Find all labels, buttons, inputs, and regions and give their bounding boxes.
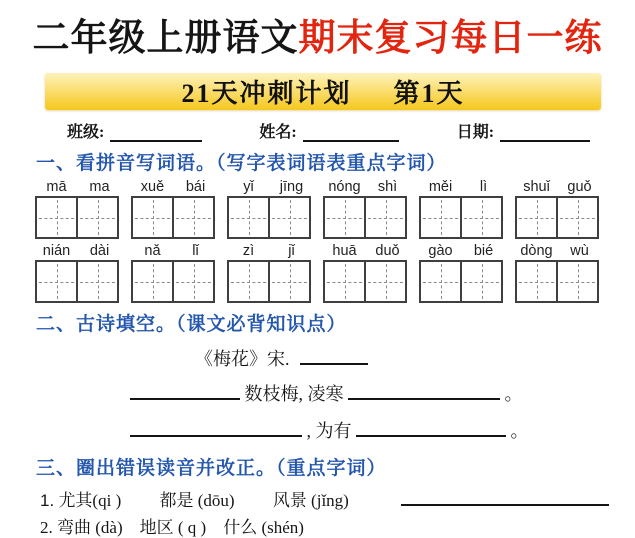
tianzige-cell (515, 260, 558, 303)
writing-grid (515, 196, 601, 239)
pinyin-syllable: zì (242, 243, 255, 260)
pinyin-syllable: měi (428, 179, 453, 196)
writing-grid (515, 260, 601, 303)
pinyin-syllable: nián (42, 243, 71, 260)
word-block (227, 239, 313, 303)
correction-item-1 (40, 486, 635, 511)
poem-title-line (195, 345, 635, 371)
tianzige-cell (462, 196, 503, 239)
pinyin-syllable: bái (185, 179, 206, 196)
tianzige-cell (78, 260, 119, 303)
section3-heading: 三、圈出错误读音并改正。（重点字词） (36, 458, 387, 480)
pinyin-grid-row-2 (35, 239, 635, 303)
pinyin-syllable: huā (332, 243, 357, 260)
tianzige-cell (78, 196, 119, 239)
pinyin-syllable: shì (377, 179, 398, 196)
pinyin-syllable: mā (46, 179, 67, 196)
item-word-2: 都是 (dōu) (159, 491, 235, 511)
pinyin-syllable: wù (570, 243, 589, 260)
pinyin-syllable: yǐ (243, 179, 254, 196)
correction-item-2-truncated: 2. 弯曲 (dà) 地区 ( q ) 什么 (shén) (40, 518, 304, 538)
tianzige-cell (419, 196, 462, 239)
poem-period: 。 (510, 421, 529, 442)
class-label: 班级: (67, 124, 105, 142)
tianzige-cell (558, 260, 599, 303)
pinyin-syllable: bié (473, 243, 494, 260)
name-blank-line (303, 140, 399, 142)
pinyin-syllable: ma (89, 179, 110, 196)
writing-grid (227, 196, 313, 239)
pinyin-syllable: jǐ (288, 243, 295, 260)
student-info-row (67, 119, 635, 142)
poem-text: , 为有 (306, 421, 352, 442)
date-label: 日期: (456, 124, 495, 142)
class-blank-line (110, 140, 202, 142)
pinyin-syllable: dòng (520, 243, 553, 260)
word-block (131, 239, 217, 303)
poem-blank (130, 398, 240, 400)
tianzige-cell (131, 260, 174, 303)
poem-line-1 (130, 380, 635, 406)
name-label: 姓名: (259, 124, 297, 142)
word-block (419, 175, 505, 239)
word-block (131, 175, 217, 239)
tianzige-cell (227, 260, 270, 303)
poem-author-blank (300, 363, 368, 365)
pinyin-syllable: dài (89, 243, 110, 260)
date-blank-line (500, 140, 590, 142)
page-title (0, 16, 635, 62)
pinyin-syllable: lǐ (192, 243, 199, 260)
item-number: 1. (40, 491, 55, 511)
tianzige-cell (131, 196, 174, 239)
tianzige-cell (174, 260, 215, 303)
poem-blank (348, 398, 500, 400)
tianzige-cell (366, 260, 407, 303)
pinyin-syllable: shuǐ (523, 179, 550, 196)
tianzige-cell (558, 196, 599, 239)
pinyin-syllable: lì (479, 179, 488, 196)
section1-heading: 一、看拼音写词语。（写字表词语表重点字词） (36, 153, 447, 175)
tianzige-cell (323, 196, 366, 239)
word-block (35, 175, 121, 239)
item-word-3: 风景 (jǐng) (272, 491, 349, 511)
tianzige-cell (462, 260, 503, 303)
pinyin-syllable: nóng (328, 179, 361, 196)
pinyin-syllable: gào (428, 243, 453, 260)
plan-banner (45, 73, 601, 110)
tianzige-cell (270, 260, 311, 303)
word-block (35, 239, 121, 303)
word-block (515, 239, 601, 303)
tianzige-cell (35, 260, 78, 303)
writing-grid (131, 260, 217, 303)
writing-grid (419, 196, 505, 239)
tianzige-cell (323, 260, 366, 303)
pinyin-syllable: nǎ (144, 243, 161, 260)
writing-grid (419, 260, 505, 303)
tianzige-cell (270, 196, 311, 239)
pinyin-syllable: jīng (279, 179, 304, 196)
worksheet-page (0, 16, 635, 538)
writing-grid (227, 260, 313, 303)
poem-text: 数枝梅, 凌寒 (244, 384, 344, 405)
poem-blank (356, 435, 506, 437)
tianzige-cell (515, 196, 558, 239)
word-block (419, 239, 505, 303)
tianzige-cell (174, 196, 215, 239)
pinyin-grid-row-1 (35, 175, 635, 239)
tianzige-cell (35, 196, 78, 239)
poem-blank (130, 435, 302, 437)
word-block (323, 239, 409, 303)
pinyin-syllable: xuě (140, 179, 165, 196)
tianzige-cell (419, 260, 462, 303)
word-block (515, 175, 601, 239)
tianzige-cell (227, 196, 270, 239)
banner-plan-label: 21天冲刺计划 (181, 79, 352, 109)
item-word-1: 尤其(qi ) (58, 491, 122, 511)
writing-grid (323, 196, 409, 239)
writing-grid (323, 260, 409, 303)
writing-grid (35, 196, 121, 239)
poem-line-2 (130, 417, 635, 443)
title-black-part: 二年级上册语文 (32, 18, 299, 59)
word-block (227, 175, 313, 239)
word-block (323, 175, 409, 239)
section2-heading: 二、古诗填空。（课文必背知识点） (36, 314, 347, 336)
poem-period: 。 (504, 384, 523, 405)
writing-grid (131, 196, 217, 239)
poem-title-text: 《梅花》宋. (195, 349, 290, 370)
title-red-part: 期末复习每日一练 (298, 18, 603, 59)
banner-day-label: 第1天 (393, 79, 465, 109)
pinyin-syllable: guǒ (567, 179, 592, 196)
tianzige-cell (366, 196, 407, 239)
writing-grid (35, 260, 121, 303)
pinyin-syllable: duǒ (375, 243, 400, 260)
answer-blank-line (401, 504, 609, 506)
